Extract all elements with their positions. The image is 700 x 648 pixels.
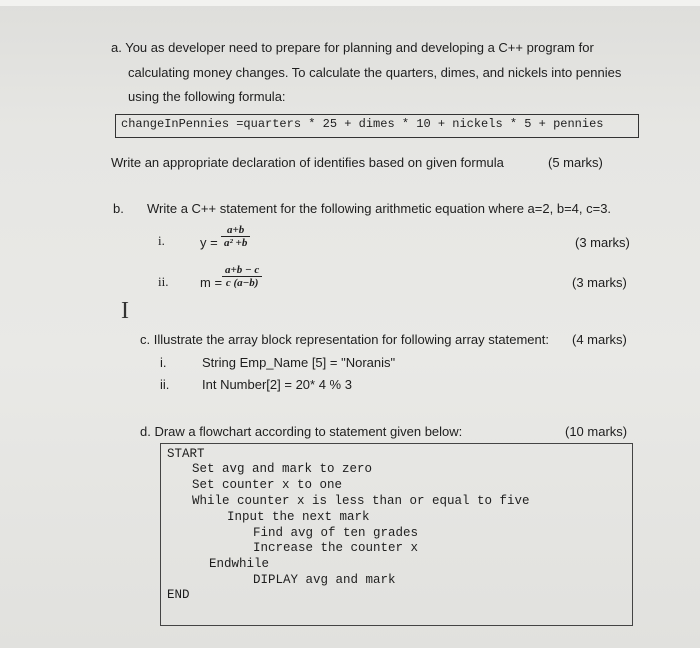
item-b-i-denominator: a² +b — [221, 236, 250, 249]
question-c-text: c. Illustrate the array block representation for following array statement: — [140, 332, 549, 347]
pseudo-line: Set counter x to one — [192, 478, 343, 492]
item-b-i-fraction — [221, 224, 250, 249]
item-b-i-numerator: a+b — [227, 224, 245, 236]
item-b-i-numeral: i. — [158, 233, 165, 248]
item-b-ii-marks: (3 marks) — [572, 275, 627, 290]
item-b-ii-numeral: ii. — [158, 274, 169, 289]
item-b-ii-fraction — [222, 264, 262, 289]
pseudo-line: Endwhile — [209, 557, 270, 571]
question-d-text: d. Draw a flowchart according to statement given below: — [140, 424, 463, 439]
item-b-ii-numerator: a+b − c — [225, 264, 260, 276]
question-a-line2: calculating money changes. To calculate the quarters, dimes, and nickels into pennies — [128, 65, 622, 80]
question-a-line1: a. You as developer need to prepare for planning and developing a C++ program for — [111, 40, 594, 55]
formula-box — [115, 114, 639, 138]
item-c-ii-numeral: ii. — [160, 377, 170, 392]
item-b-ii-denominator: c (a−b) — [222, 276, 262, 289]
pseudo-line-start: START — [167, 447, 205, 461]
pseudo-line: Input the next mark — [227, 510, 370, 524]
item-b-i-lhs: y = — [200, 235, 218, 250]
pseudo-line: Set avg and mark to zero — [192, 462, 373, 476]
pseudo-line: DIPLAY avg and mark — [253, 573, 396, 587]
item-c-i-text: String Emp_Name [5] = "Noranis" — [202, 355, 396, 370]
question-b-text: Write a C++ statement for the following arithmetic equation where a=2, b=4, c=3. — [147, 201, 612, 216]
text-cursor-icon: I — [121, 298, 129, 324]
question-c-marks: (4 marks) — [572, 332, 627, 347]
flowchart-statement-box — [160, 443, 633, 626]
page-top-edge — [0, 0, 700, 6]
question-a-line3: using the following formula: — [128, 89, 286, 104]
question-a-task: Write an appropriate declaration of identifies based on given formula — [111, 155, 504, 170]
question-a-marks: (5 marks) — [548, 155, 603, 170]
formula-text: changeInPennies =quarters * 25 + dimes * 10 + nickels * 5 + pennies — [121, 117, 604, 131]
pseudo-line-end: END — [167, 588, 190, 602]
question-b-label: b. — [113, 201, 124, 216]
pseudo-line: While counter x is less than or equal to five — [192, 494, 530, 508]
pseudo-line: Increase the counter x — [253, 541, 419, 555]
item-c-ii-text: Int Number[2] = 20* 4 % 3 — [202, 377, 352, 392]
pseudo-line: Find avg of ten grades — [253, 526, 419, 540]
question-d-marks: (10 marks) — [565, 424, 628, 439]
item-c-i-numeral: i. — [160, 355, 167, 370]
item-b-ii-lhs: m = — [200, 275, 223, 290]
item-b-i-marks: (3 marks) — [575, 235, 630, 250]
